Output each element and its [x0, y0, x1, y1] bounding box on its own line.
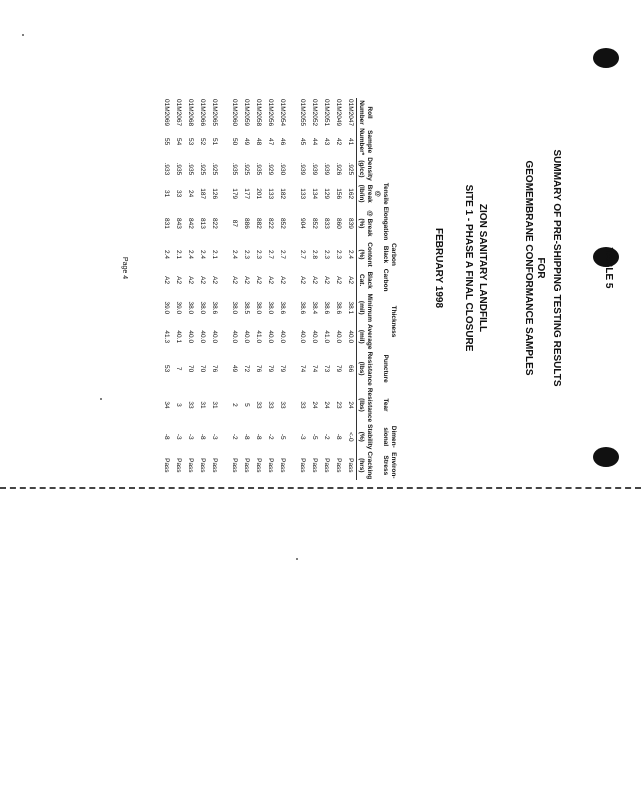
cell-average: 40.0: [311, 330, 318, 344]
cell-sample: 41: [347, 138, 354, 146]
table-row: [320, 98, 332, 480]
cell-sample: 47: [267, 138, 274, 146]
cell-stability: -2: [323, 433, 330, 440]
cell-minimum: 39.0: [175, 301, 182, 315]
cell-density: .929: [267, 162, 274, 176]
cell-puncture: 49: [231, 365, 238, 373]
cell-sample: 45: [299, 138, 306, 146]
cell-puncture: 76: [211, 365, 218, 373]
header-black: Black: [382, 245, 389, 264]
cell-cracking: Pass: [187, 458, 194, 473]
header-puncture-resistance: Resistance: [366, 351, 373, 386]
cell-cracking: Pass: [267, 458, 274, 473]
cell-puncture: 74: [311, 365, 318, 373]
cell-tear: 33: [267, 401, 274, 409]
cell-stability: -5: [311, 433, 318, 440]
cell-content: 2.8: [311, 249, 318, 259]
cell-tear: 5: [243, 403, 250, 407]
cell-average: 40.0: [347, 330, 354, 344]
cell-average: 40.0: [211, 330, 218, 344]
cell-dispersion: A2: [311, 276, 318, 285]
cell-minimum: 38.5: [243, 301, 250, 315]
cell-roll: 01M2047: [347, 99, 354, 127]
cell-content: 2.1: [211, 249, 218, 259]
cell-minimum: 38.0: [267, 301, 274, 315]
scan-speck: [22, 34, 24, 36]
table-row: [276, 98, 288, 480]
cell-minimum: 39.0: [163, 301, 170, 315]
cell-tear: 33: [299, 401, 306, 409]
header-elongation: Elongation: [382, 206, 389, 241]
unit-puncture: (lbs): [357, 350, 366, 386]
title-line-1: SUMMARY OF PRE-SHIPPING TESTING RESULTS: [551, 149, 562, 387]
cell-minimum: 38.0: [199, 301, 206, 315]
cell-tear: 33: [279, 401, 286, 409]
table-row: [264, 98, 276, 480]
cell-cracking: Pass: [311, 458, 318, 473]
cell-sample: 51: [211, 138, 218, 146]
cell-stability: -2: [267, 433, 274, 440]
cell-tear: 33: [187, 401, 194, 409]
cell-average: 40.1: [175, 330, 182, 344]
cell-elongation: 852: [279, 217, 286, 229]
cell-stability: -3: [187, 433, 194, 440]
cell-elongation: 822: [211, 217, 218, 229]
cell-elongation: 843: [175, 217, 182, 229]
cell-tensile: 177: [243, 188, 250, 200]
cell-cracking: Pass: [347, 458, 354, 473]
cell-roll: 01M2052: [311, 99, 318, 127]
table-row: [172, 98, 184, 480]
cell-stability: -3: [211, 433, 218, 440]
header-stress: Stress: [382, 455, 389, 476]
cell-stability: -8: [243, 433, 250, 440]
cell-tear: 33: [255, 401, 262, 409]
cell-cracking: Pass: [255, 458, 262, 473]
cell-content: 2.4: [199, 249, 206, 259]
unit-tensile: (lb/in): [357, 182, 366, 206]
cell-cracking: Pass: [335, 458, 342, 473]
cell-cracking: Pass: [163, 458, 170, 473]
cell-content: 2.4: [347, 249, 354, 259]
cell-tensile: 134: [311, 188, 318, 200]
cell-elongation: 839: [347, 217, 354, 229]
group-spacer: [288, 98, 296, 480]
unit-minimum: (mil): [357, 293, 366, 324]
cell-content: 2.3: [255, 249, 262, 259]
cell-dispersion: A2: [323, 276, 330, 285]
page-number: Page 4: [121, 256, 128, 280]
cell-density: .925: [347, 162, 354, 176]
cell-stability: -8: [255, 433, 262, 440]
cell-elongation: 87: [231, 219, 238, 228]
cell-roll: 01M2066: [199, 99, 206, 127]
cell-dispersion: A2: [255, 276, 262, 285]
cell-sample: 46: [279, 138, 286, 146]
table-body: [160, 98, 357, 480]
cell-cracking: Pass: [211, 458, 218, 473]
cell-dispersion: A2: [299, 276, 306, 285]
cell-sample: 52: [199, 138, 206, 146]
header-roll: Roll: [366, 106, 373, 119]
cell-cracking: Pass: [299, 458, 306, 473]
cell-minimum: 38.0: [187, 301, 194, 315]
header-environ-top: Environ-: [390, 452, 397, 479]
cell-stability: -3: [175, 433, 182, 440]
group-spacer-cell: [220, 98, 228, 480]
cell-tear: 3: [175, 403, 182, 407]
cell-density: .935: [187, 162, 194, 176]
cell-tensile: 187: [199, 188, 206, 200]
cell-minimum: 38.6: [299, 301, 306, 315]
cell-tensile: 133: [299, 188, 306, 200]
cell-minimum: 38.0: [255, 301, 262, 315]
title-line-2: FOR: [535, 257, 546, 279]
cell-puncture: 76: [255, 365, 262, 373]
cell-roll: 01M2051: [323, 99, 330, 127]
cell-roll: 01M2065: [211, 99, 218, 127]
cell-content: 2.3: [335, 249, 342, 259]
cell-puncture: 79: [279, 365, 286, 373]
header-carbon-top: Carbon: [390, 243, 397, 266]
cell-cracking: Pass: [175, 458, 182, 473]
table-row: [240, 98, 252, 480]
unit-stability: (%): [357, 423, 366, 450]
cell-density: .939: [311, 162, 318, 176]
cell-sample: 48: [255, 138, 262, 146]
cell-dispersion: A2: [335, 276, 342, 285]
table-row: [228, 98, 240, 480]
cell-elongation: 860: [335, 217, 342, 229]
cell-density: .935: [175, 162, 182, 176]
table-row: [252, 98, 264, 480]
cell-elongation: 822: [267, 217, 274, 229]
cell-tensile: 162: [347, 188, 354, 200]
cell-density: .933: [163, 162, 170, 176]
cell-stability: -8: [163, 433, 170, 440]
cell-sample: 50: [231, 138, 238, 146]
cell-tear: 34: [163, 401, 170, 409]
cell-content: 2.7: [267, 249, 274, 259]
cell-roll: 01M2068: [187, 99, 194, 127]
cell-tear: 24: [311, 401, 318, 409]
cell-roll: 01M2060: [231, 99, 238, 127]
cell-dispersion: A2: [187, 276, 194, 285]
cell-tear: 31: [211, 401, 218, 409]
table-row: [344, 98, 357, 480]
cell-stability: -3: [299, 433, 306, 440]
cell-average: 41.0: [323, 330, 330, 344]
cell-roll: 01M2067: [175, 99, 182, 127]
cell-content: 2.4: [231, 249, 238, 259]
unit-content: (%): [357, 241, 366, 268]
cell-roll: 01M2058: [255, 99, 262, 127]
site-line-1: ZION SANITARY LANDFILL: [477, 203, 488, 333]
cell-dispersion: A2: [211, 276, 218, 285]
cell-dispersion: A2: [279, 276, 286, 285]
cell-cracking: Pass: [231, 458, 238, 473]
header-tear-resistance: Resistance: [366, 387, 373, 423]
cell-content: 2.4: [163, 249, 170, 259]
cell-dispersion: A2: [243, 276, 250, 285]
cell-tensile: 129: [323, 188, 330, 200]
unit-elongation: (%): [357, 206, 366, 242]
cell-minimum: 38.6: [279, 301, 286, 315]
cell-density: .930: [279, 162, 286, 176]
cell-tear: 24: [323, 401, 330, 409]
header-elongation-break: @ Break: [366, 210, 373, 237]
cell-tensile: 201: [255, 188, 262, 200]
cell-puncture: 79: [335, 365, 342, 373]
cell-density: .935: [231, 162, 238, 176]
cell-puncture: 74: [299, 365, 306, 373]
unit-dispersion: Cat.: [357, 268, 366, 293]
cell-dispersion: A2: [175, 276, 182, 285]
table-row: [296, 98, 308, 480]
cell-density: .939: [299, 162, 306, 176]
header-sample: Sample: [366, 130, 373, 154]
cell-average: 40.0: [187, 330, 194, 344]
cell-elongation: 904: [299, 217, 306, 229]
cell-stability: -8: [335, 433, 342, 440]
table-row: [160, 98, 172, 480]
table-row: [308, 98, 320, 480]
cell-dispersion: A2: [231, 276, 238, 285]
table-row: [208, 98, 220, 480]
cell-sample: 44: [311, 138, 318, 146]
cell-sample: 43: [323, 138, 330, 146]
cell-tensile: 33: [175, 190, 182, 198]
header-stability: Stability: [366, 424, 373, 450]
rotated-document: [102, 98, 641, 480]
cell-sample: 53: [187, 138, 194, 146]
table-label: TABLE 5: [603, 247, 614, 289]
header-tensile: Tensile: [382, 182, 389, 205]
cell-stability: -8: [199, 433, 206, 440]
cell-density: .926: [335, 162, 342, 176]
cell-sample: 55: [163, 138, 170, 146]
report-date: FEBRUARY 1998: [433, 227, 444, 309]
table-row: [184, 98, 196, 480]
cell-minimum: 38.6: [323, 301, 330, 315]
cell-sample: 54: [175, 138, 182, 146]
header-dimensional-top: Dimen-: [390, 425, 397, 448]
cell-roll: 01M2069: [163, 99, 170, 127]
unit-density: (g/cc): [357, 156, 366, 181]
cell-tensile: 133: [267, 188, 274, 200]
cell-density: .925: [211, 162, 218, 176]
unit-cracking: (hrs): [357, 450, 366, 480]
cell-average: 40.0: [279, 330, 286, 344]
cell-average: 41.0: [255, 330, 262, 344]
cell-puncture: 53: [163, 365, 170, 373]
cell-density: .925: [199, 162, 206, 176]
cell-average: 40.0: [199, 330, 206, 344]
cell-tensile: 156: [335, 188, 342, 200]
cell-tear: 24: [347, 401, 354, 409]
cell-tensile: 31: [163, 190, 170, 198]
table-row: [196, 98, 208, 480]
cell-dispersion: A2: [163, 276, 170, 285]
cell-elongation: 886: [243, 217, 250, 229]
cell-dispersion: A2: [347, 276, 354, 285]
unit-average: (mil): [357, 323, 366, 350]
header-puncture: Puncture: [382, 354, 389, 383]
cell-stability: -2: [231, 433, 238, 440]
cell-average: 40.0: [243, 330, 250, 344]
cell-tensile: 182: [279, 188, 286, 200]
unit-sample: Number*: [358, 128, 365, 156]
cell-elongation: 882: [255, 217, 262, 229]
cell-tear: 23: [335, 401, 342, 409]
cell-roll: 01M2049: [335, 99, 342, 127]
cell-density: .939: [323, 162, 330, 176]
header-minimum: Minimum: [366, 293, 373, 323]
header-sional: sional: [382, 427, 389, 447]
header-tensile-break: @ Break: [366, 184, 381, 203]
header-thickness: Thickness: [390, 305, 397, 338]
cell-tensile: 179: [231, 188, 238, 200]
scan-speck: [296, 558, 298, 560]
cell-cracking: Pass: [279, 458, 286, 473]
results-table: [160, 98, 397, 480]
group-spacer-cell: [288, 98, 296, 480]
cell-elongation: 852: [311, 217, 318, 229]
page-fold-line: [0, 487, 641, 489]
cell-elongation: 833: [323, 217, 330, 229]
cell-average: 40.0: [335, 330, 342, 344]
cell-stability: <-0: [347, 431, 354, 442]
cell-content: 2.3: [243, 249, 250, 259]
cell-density: .935: [255, 162, 262, 176]
group-spacer: [220, 98, 228, 480]
cell-minimum: 38.1: [347, 301, 354, 315]
cell-dispersion: A2: [267, 276, 274, 285]
cell-puncture: 7: [175, 366, 182, 371]
cell-tear: 2: [231, 403, 238, 407]
cell-content: 2.3: [323, 249, 330, 259]
header-cracking: Cracking: [366, 451, 373, 480]
cell-average: 41.3: [163, 330, 170, 344]
header-tear: Tear: [382, 398, 389, 412]
cell-puncture: 73: [323, 365, 330, 373]
binder-hole-bottom: [593, 447, 619, 467]
cell-stability: -5: [279, 433, 286, 440]
cell-roll: 01M2056: [267, 99, 274, 127]
cell-minimum: 38.0: [231, 301, 238, 315]
cell-roll: 01M2059: [243, 99, 250, 127]
cell-tensile: 24: [187, 190, 194, 198]
header-black-dispersion: Black: [366, 271, 373, 289]
cell-cracking: Pass: [243, 458, 250, 473]
cell-elongation: 842: [187, 217, 194, 229]
header-content: Content: [366, 242, 373, 267]
cell-puncture: 70: [199, 365, 206, 373]
cell-cracking: Pass: [199, 458, 206, 473]
cell-elongation: 831: [163, 217, 170, 229]
cell-tear: 31: [199, 401, 206, 409]
cell-minimum: 38.6: [211, 301, 218, 315]
header-density: Density: [366, 157, 373, 181]
cell-average: 40.0: [299, 330, 306, 344]
cell-dispersion: A2: [199, 276, 206, 285]
cell-content: 2.7: [299, 249, 306, 259]
cell-roll: 01M2054: [279, 99, 286, 127]
header-carbon: Carbon: [382, 268, 389, 292]
cell-average: 40.0: [267, 330, 274, 344]
cell-sample: 49: [243, 138, 250, 146]
cell-tensile: 126: [211, 188, 218, 200]
cell-puncture: 79: [267, 365, 274, 373]
site-line-2: SITE 1 - PHASE A FINAL CLOSURE: [463, 184, 474, 352]
header-average: Average: [366, 324, 373, 350]
cell-puncture: 70: [187, 365, 194, 373]
cell-density: .925: [243, 162, 250, 176]
table-row: [332, 98, 344, 480]
cell-minimum: 38.6: [335, 301, 342, 315]
binder-hole-top: [593, 48, 619, 68]
cell-minimum: 38.4: [311, 301, 318, 315]
cell-puncture: 72: [243, 365, 250, 373]
cell-cracking: Pass: [323, 458, 330, 473]
cell-roll: 01M2055: [299, 99, 306, 127]
cell-elongation: 813: [199, 217, 206, 229]
cell-sample: 42: [335, 138, 342, 146]
cell-content: 2.1: [175, 249, 182, 259]
cell-average: 40.0: [231, 330, 238, 344]
cell-puncture: 66: [347, 365, 354, 373]
cell-content: 2.7: [279, 249, 286, 259]
title-line-3: GEOMEMBRANE CONFORMANCE SAMPLES: [523, 160, 534, 376]
cell-content: 2.4: [187, 249, 194, 259]
unit-roll: Number: [357, 98, 366, 127]
unit-tear: (lbs): [357, 387, 366, 423]
